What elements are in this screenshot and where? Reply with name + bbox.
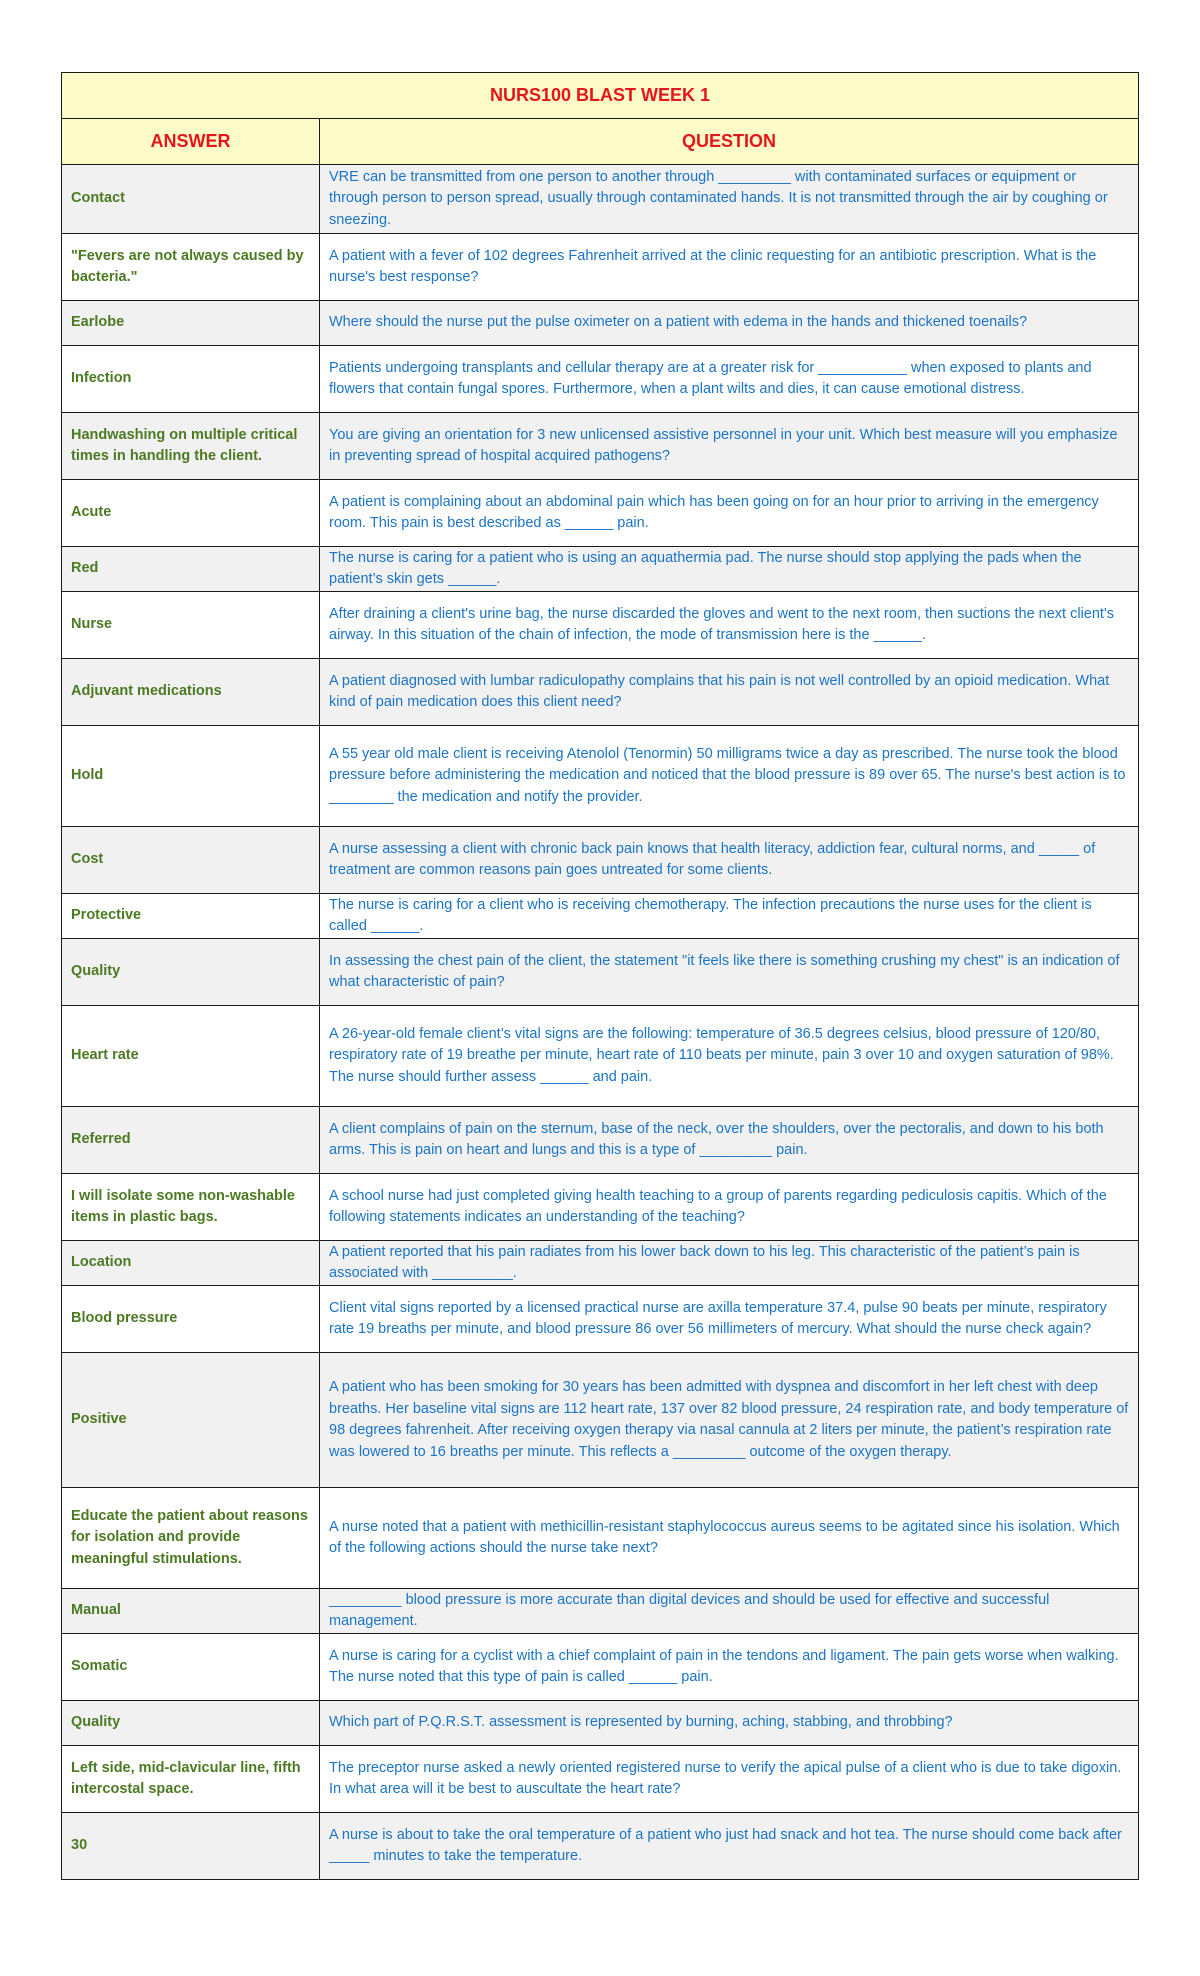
answer-cell: Adjuvant medications [62,659,320,726]
table-row [62,480,1139,547]
table-row [62,1353,1139,1488]
question-cell: A school nurse had just completed giving health teaching to a group of parents regarding pediculosis capitis. Which of the following statements indicates an understanding of the teaching? [320,1174,1139,1241]
table-row [62,1006,1139,1107]
table-row [62,726,1139,827]
answer-cell: Handwashing on multiple critical times in handling the client. [62,413,320,480]
answer-cell: Referred [62,1107,320,1174]
table-row [62,592,1139,659]
answer-cell: Educate the patient about reasons for isolation and provide meaningful stimulations. [62,1488,320,1589]
table-row [62,1746,1139,1813]
answer-cell: I will isolate some non-washable items in plastic bags. [62,1174,320,1241]
question-cell: A patient diagnosed with lumbar radiculopathy complains that his pain is not well controlled by an opioid medication. What kind of pain medication does this client need? [320,659,1139,726]
question-cell: _________ blood pressure is more accurate than digital devices and should be used for effective and successful management. [320,1589,1139,1634]
table-row [62,1174,1139,1241]
question-cell: A client complains of pain on the sternum, base of the neck, over the shoulders, over the pectoralis, and down to his both arms. This is pain on heart and lungs and this is a type of _________ pain. [320,1107,1139,1174]
answer-cell: Quality [62,939,320,1006]
answer-cell: Blood pressure [62,1286,320,1353]
table-row [62,827,1139,894]
answer-cell: Positive [62,1353,320,1488]
answer-cell: Protective [62,894,320,939]
table-row [62,346,1139,413]
answer-cell: Contact [62,165,320,234]
question-cell: Patients undergoing transplants and cellular therapy are at a greater risk for ___________ when exposed to plants and flowers that contain fungal spores. Furthermore, when a plant wilts and dies, it can cause emotional distress. [320,346,1139,413]
table-row [62,165,1139,234]
question-column-header: QUESTION [320,119,1139,165]
question-cell: A nurse noted that a patient with methicillin-resistant staphylococcus aureus seems to be agitated since his isolation. Which of the following actions should the nurse take next? [320,1488,1139,1589]
question-cell: The nurse is caring for a patient who is using an aquathermia pad. The nurse should stop applying the pads when the patient’s skin gets ______. [320,547,1139,592]
answer-column-header: ANSWER [62,119,320,165]
worksheet [61,72,1139,1880]
answer-cell: Location [62,1241,320,1286]
title-row [62,73,1139,119]
table-row [62,1589,1139,1634]
question-cell: You are giving an orientation for 3 new unlicensed assistive personnel in your unit. Which best measure will you emphasize in preventing spread of hospital acquired pathogens? [320,413,1139,480]
question-cell: A patient reported that his pain radiates from his lower back down to his leg. This characteristic of the patient’s pain is associated with __________. [320,1241,1139,1286]
answer-cell: "Fevers are not always caused by bacteria." [62,234,320,301]
table-row [62,894,1139,939]
answer-cell: Earlobe [62,301,320,346]
table-row [62,1634,1139,1701]
question-cell: VRE can be transmitted from one person to another through _________ with contaminated surfaces or equipment or through person to person spread, usually through contaminated hands. It is not transmitted through the air by coughing or sneezing. [320,165,1139,234]
question-cell: A patient is complaining about an abdominal pain which has been going on for an hour prior to arriving in the emergency room. This pain is best described as ______ pain. [320,480,1139,547]
table-row [62,1701,1139,1746]
answer-cell: Quality [62,1701,320,1746]
answer-cell: Somatic [62,1634,320,1701]
answer-cell: Left side, mid-clavicular line, fifth intercostal space. [62,1746,320,1813]
table-row [62,547,1139,592]
answer-cell: Heart rate [62,1006,320,1107]
table-row [62,939,1139,1006]
question-cell: A patient who has been smoking for 30 years has been admitted with dyspnea and discomfort in her left chest with deep breaths. Her baseline vital signs are 112 heart rate, 137 over 82 blood pressure, 24 respiration rate, and body temperature of 98 degrees fahrenheit. After receiving oxygen therapy via nasal cannula at 2 liters per minute, the patient’s respiration rate was lowered to 16 breaths per minute. This reflects a _________ outcome of the oxygen therapy. [320,1353,1139,1488]
question-cell: Client vital signs reported by a licensed practical nurse are axilla temperature 37.4, pulse 90 beats per minute, respiratory rate 19 breaths per minute, and blood pressure 86 over 56 millimeters of mercury. What should the nurse check again? [320,1286,1139,1353]
table-row [62,659,1139,726]
table-row [62,1241,1139,1286]
answer-cell: Cost [62,827,320,894]
question-cell: A 55 year old male client is receiving Atenolol (Tenormin) 50 milligrams twice a day as prescribed. The nurse took the blood pressure before administering the medication and noticed that the blood pressure is 89 over 65. The nurse's best action is to ________ the medication and notify the provider. [320,726,1139,827]
question-cell: The preceptor nurse asked a newly oriented registered nurse to verify the apical pulse of a client who is due to take digoxin. In what area will it be best to auscultate the heart rate? [320,1746,1139,1813]
answer-cell: 30 [62,1813,320,1880]
answer-cell: Acute [62,480,320,547]
question-cell: A nurse assessing a client with chronic back pain knows that health literacy, addiction fear, cultural norms, and _____ of treatment are common reasons pain goes untreated for some clients. [320,827,1139,894]
answer-question-table [61,72,1139,1880]
question-cell: Where should the nurse put the pulse oximeter on a patient with edema in the hands and thickened toenails? [320,301,1139,346]
table-row [62,1286,1139,1353]
header-row [62,119,1139,165]
table-row [62,1488,1139,1589]
question-cell: In assessing the chest pain of the client, the statement "it feels like there is something crushing my chest" is an indication of what characteristic of pain? [320,939,1139,1006]
question-cell: A 26-year-old female client’s vital signs are the following: temperature of 36.5 degrees celsius, blood pressure of 120/80, respiratory rate of 19 breathe per minute, heart rate of 110 beats per minute, pain 3 over 10 and oxygen saturation of 98%. The nurse should further assess ______ and pain. [320,1006,1139,1107]
table-row [62,301,1139,346]
question-cell: A patient with a fever of 102 degrees Fahrenheit arrived at the clinic requesting for an antibiotic prescription. What is the nurse's best response? [320,234,1139,301]
document-title: NURS100 BLAST WEEK 1 [62,73,1139,119]
table-body [62,165,1139,1880]
answer-cell: Manual [62,1589,320,1634]
answer-cell: Red [62,547,320,592]
table-row [62,1813,1139,1880]
answer-cell: Hold [62,726,320,827]
question-cell: A nurse is caring for a cyclist with a chief complaint of pain in the tendons and ligament. The pain gets worse when walking. The nurse noted that this type of pain is called ______ pain. [320,1634,1139,1701]
table-row [62,234,1139,301]
table-row [62,413,1139,480]
question-cell: A nurse is about to take the oral temperature of a patient who just had snack and hot tea. The nurse should come back after _____ minutes to take the temperature. [320,1813,1139,1880]
question-cell: After draining a client's urine bag, the nurse discarded the gloves and went to the next room, then suctions the next client's airway. In this situation of the chain of infection, the mode of transmission here is the ______. [320,592,1139,659]
answer-cell: Nurse [62,592,320,659]
question-cell: Which part of P.Q.R.S.T. assessment is represented by burning, aching, stabbing, and throbbing? [320,1701,1139,1746]
table-row [62,1107,1139,1174]
answer-cell: Infection [62,346,320,413]
question-cell: The nurse is caring for a client who is receiving chemotherapy. The infection precautions the nurse uses for the client is called ______. [320,894,1139,939]
